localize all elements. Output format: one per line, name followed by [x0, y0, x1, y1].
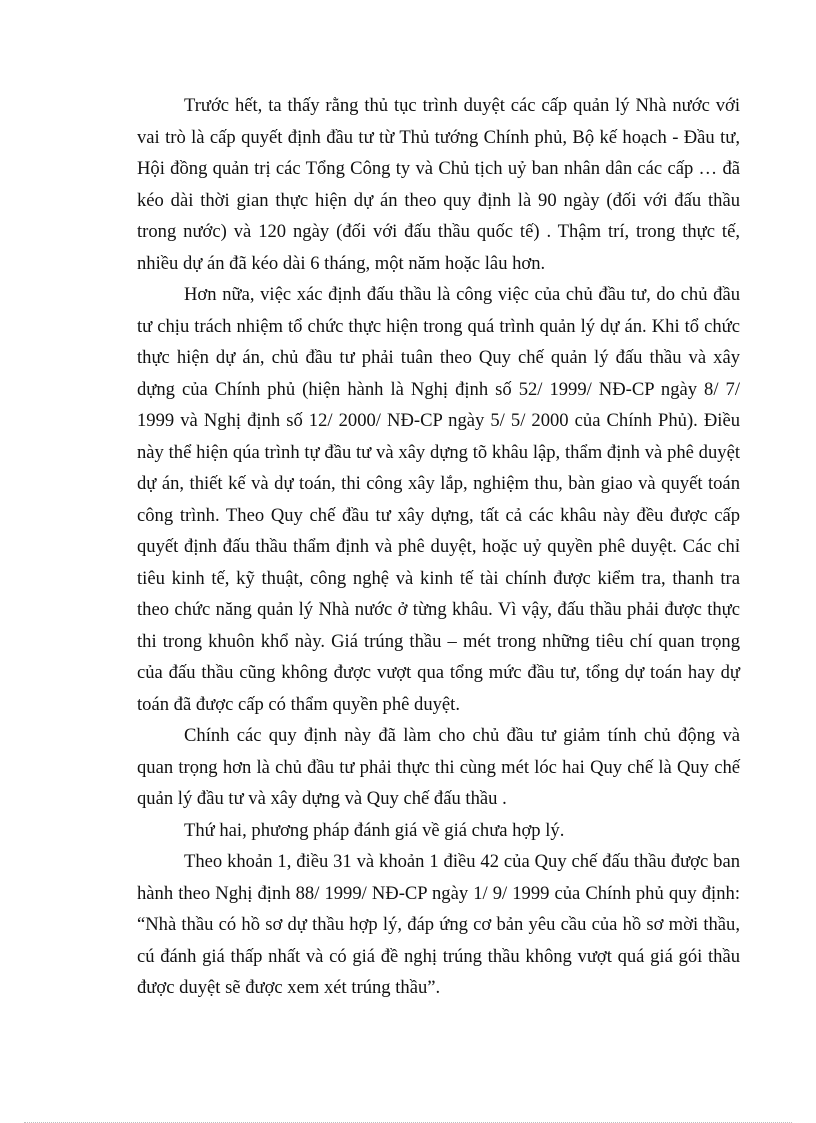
paragraph-1: Trước hết, ta thấy rằng thủ tục trình duyệt các cấp quản lý Nhà nước với vai trò là cấp quyết định đầu tư từ Thủ tướng Chính phủ, Bộ kế hoạch - Đầu tư, Hội đồng quản trị các Tổng Công ty và Chủ tịch uỷ ban nhân dân các cấp … đã kéo dài thời gian thực hiện dự án theo quy định là 90 ngày (đối với đấu thầu trong nước) và 120 ngày (đối với đấu thầu quốc tế) . Thậm trí, trong thực tế, nhiều dự án đã kéo dài 6 tháng, một năm hoặc lâu hơn.	[137, 95, 740, 274]
paragraph-4: Thứ hai, phương pháp đánh giá về giá chưa hợp lý.	[184, 819, 565, 841]
paragraph-3: Chính các quy định này đã làm cho chủ đầu tư giảm tính chủ động và quan trọng hơn là chủ đầu tư phải thực thi cùng mét lóc hai Quy chế là Quy chế quản lý đầu tư và xây dựng và Quy chế đấu thầu .	[137, 725, 740, 809]
paragraph-5: Theo khoản 1, điều 31 và khoản 1 điều 42 của Quy chế đấu thầu được ban hành theo Nghị định 88/ 1999/ NĐ-CP ngày 1/ 9/ 1999 của Chính phủ quy định: “Nhà thầu có hồ sơ dự thầu hợp lý, đáp ứng cơ bản yêu cầu của hồ sơ mời thầu, cú đánh giá thấp nhất và có giá đề nghị trúng thầu không vượt quá giá gói thầu được duyệt sẽ được xem xét trúng thầu”.	[137, 851, 740, 998]
body-text	[137, 90, 740, 1004]
paragraph-2: Hơn nữa, việc xác định đấu thầu là công việc của chủ đầu tư, do chủ đầu tư chịu trách nhiệm tổ chức thực hiện trong quá trình quản lý dự án. Khi tổ chức thực hiện dự án, chủ đầu tư phải tuân theo Quy chế quản lý đấu thầu và xây dựng của Chính phủ (hiện hành là Nghị định số 52/ 1999/ NĐ-CP ngày 8/ 7/ 1999 và Nghị định số 12/ 2000/ NĐ-CP ngày 5/ 5/ 2000 của Chính Phủ). Điều này thể hiện qúa trình tự đầu tư và xây dựng tõ khâu lập, thẩm định và phê duyệt dự án, thiết kế và dự toán, thi công xây lắp, nghiệm thu, bàn giao và quyết toán công trình. Theo Quy chế đầu tư xây dựng, tất cả các khâu này đều được cấp quyết định đấu thầu thẩm định và phê duyệt, hoặc uỷ quyền phê duyệt. Các chỉ tiêu kinh tế, kỹ thuật, công nghệ và kinh tế tài chính được kiểm tra, thanh tra theo chức năng quản lý Nhà nước ở từng khâu. Vì vậy, đấu thầu phải được thực thi trong khuôn khổ này. Giá trúng thầu – mét trong những tiêu chí quan trọng của đấu thầu cũng không được vượt qua tổng mức đầu tư, tổng dự toán hay dự toán đã được cấp có thẩm quyền phê duyệt.	[137, 284, 740, 715]
